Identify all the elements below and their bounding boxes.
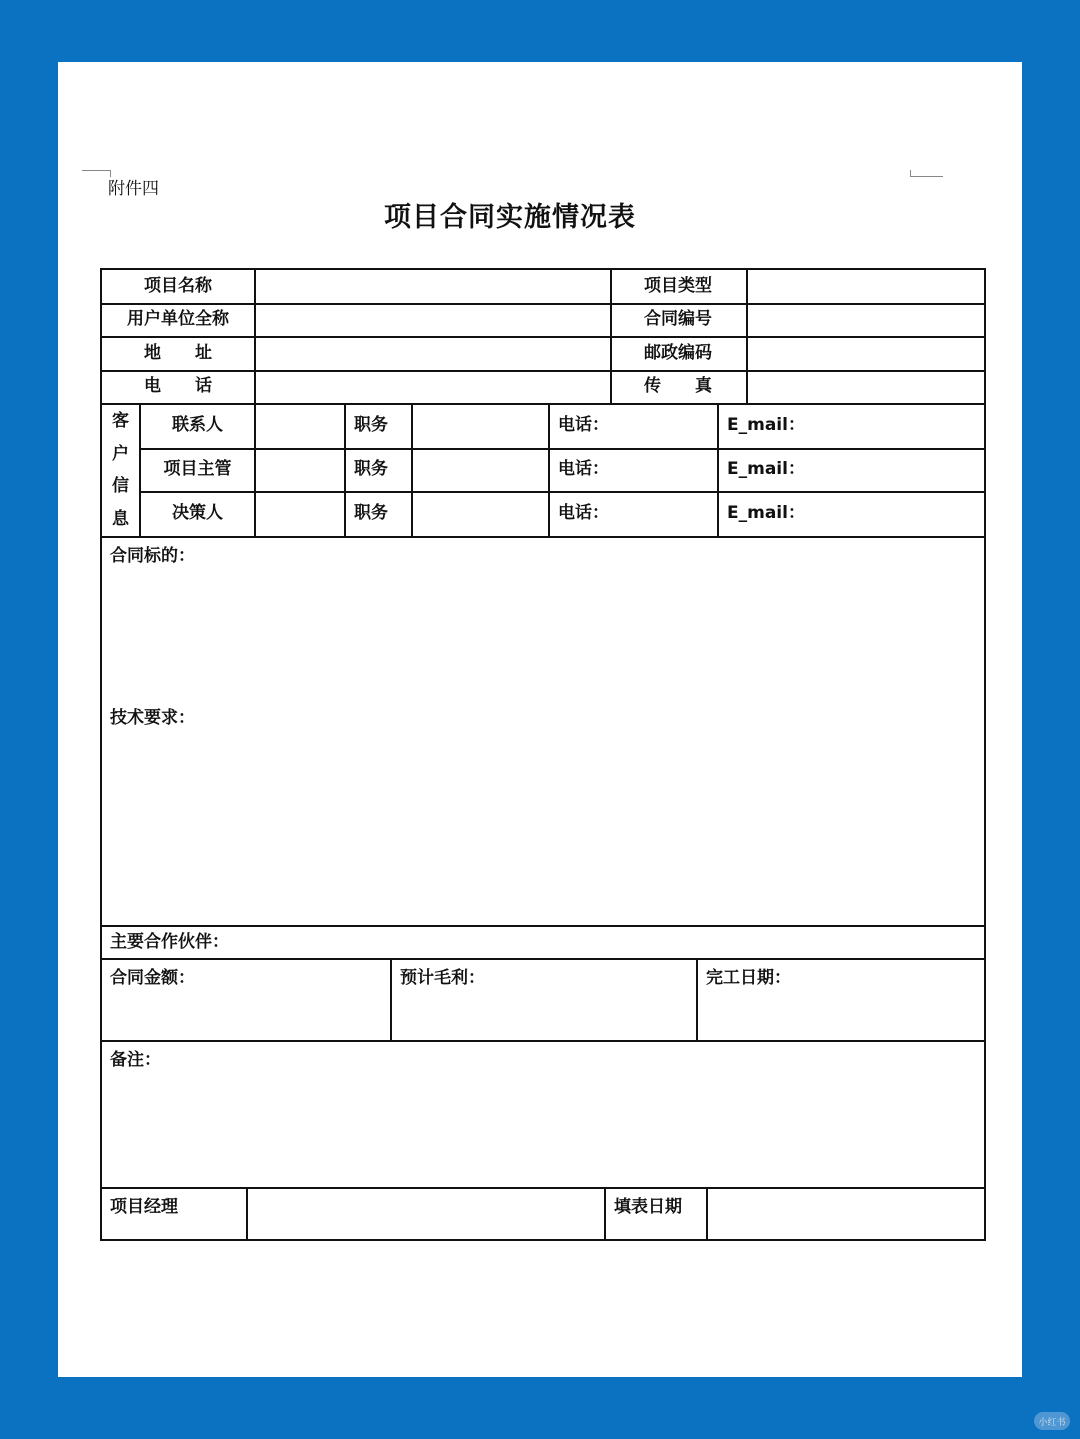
crop-mark-top-right: [910, 170, 943, 177]
label-completion-date: 完工日期：: [706, 968, 791, 988]
label-project-type: 项目类型: [644, 276, 712, 296]
label-user-org: 用户单位全称: [127, 309, 229, 329]
label-email[interactable]: E_mail：: [727, 415, 805, 435]
customer-info-char: 客: [112, 410, 129, 431]
label-email[interactable]: E_mail：: [727, 459, 805, 479]
customer-info-label: [102, 405, 139, 536]
page-title: 项目合同实施情况表: [384, 202, 636, 233]
label-decision-maker: 决策人: [172, 503, 223, 523]
row-line: [102, 536, 984, 538]
phone-field[interactable]: [256, 370, 610, 403]
position-field[interactable]: [413, 403, 548, 448]
label-address: 地 址: [144, 342, 212, 363]
label-remarks: 备注：: [110, 1050, 161, 1070]
customer-info-char: 信: [112, 476, 129, 497]
label-phone: 电 话: [144, 376, 212, 396]
address-field[interactable]: [256, 336, 610, 370]
label-tel[interactable]: 电话：: [558, 459, 609, 479]
crop-mark-top-left: [82, 170, 111, 177]
label-fax: 传 真: [644, 376, 712, 396]
position-field[interactable]: [413, 448, 548, 491]
label-tech-requirements: 技术要求：: [110, 708, 195, 728]
label-project-name: 项目名称: [144, 276, 212, 296]
label-contract-subject: 合同标的：: [110, 546, 195, 566]
label-email[interactable]: E_mail：: [727, 503, 805, 523]
project-supervisor-field[interactable]: [256, 448, 344, 491]
fax-field[interactable]: [748, 370, 984, 403]
label-contact-person: 联系人: [172, 415, 223, 435]
project-name-field[interactable]: [256, 270, 610, 303]
label-project-supervisor: 项目主管: [163, 459, 232, 479]
contact-person-field[interactable]: [256, 403, 344, 448]
decision-maker-field[interactable]: [256, 491, 344, 536]
label-partners: 主要合作伙伴：: [110, 932, 229, 952]
document-page: [58, 62, 1022, 1377]
project-type-field[interactable]: [748, 270, 984, 303]
project-manager-field[interactable]: [248, 1189, 604, 1239]
label-tel[interactable]: 电话：: [558, 415, 609, 435]
label-project-manager: 项目经理: [110, 1197, 178, 1217]
contract-no-field[interactable]: [748, 303, 984, 336]
label-tel[interactable]: 电话：: [558, 503, 609, 523]
label-position: 职务: [354, 459, 388, 479]
attachment-label: 附件四: [108, 179, 159, 199]
label-contract-no: 合同编号: [644, 309, 712, 329]
label-postcode: 邮政编码: [644, 342, 712, 363]
user-org-field[interactable]: [256, 303, 610, 336]
label-gross-margin: 预计毛利：: [400, 968, 485, 988]
label-contract-amount: 合同金额：: [110, 968, 195, 988]
fill-date-field[interactable]: [708, 1189, 984, 1239]
postcode-field[interactable]: [748, 336, 984, 370]
label-fill-date: 填表日期: [614, 1197, 682, 1217]
label-position: 职务: [354, 415, 388, 435]
watermark-logo: 小红书: [1034, 1412, 1070, 1430]
label-position: 职务: [354, 503, 388, 523]
customer-info-char: 息: [112, 509, 129, 530]
position-field[interactable]: [413, 491, 548, 536]
customer-info-char: 户: [112, 443, 129, 464]
contract-form-table: [100, 268, 986, 1241]
